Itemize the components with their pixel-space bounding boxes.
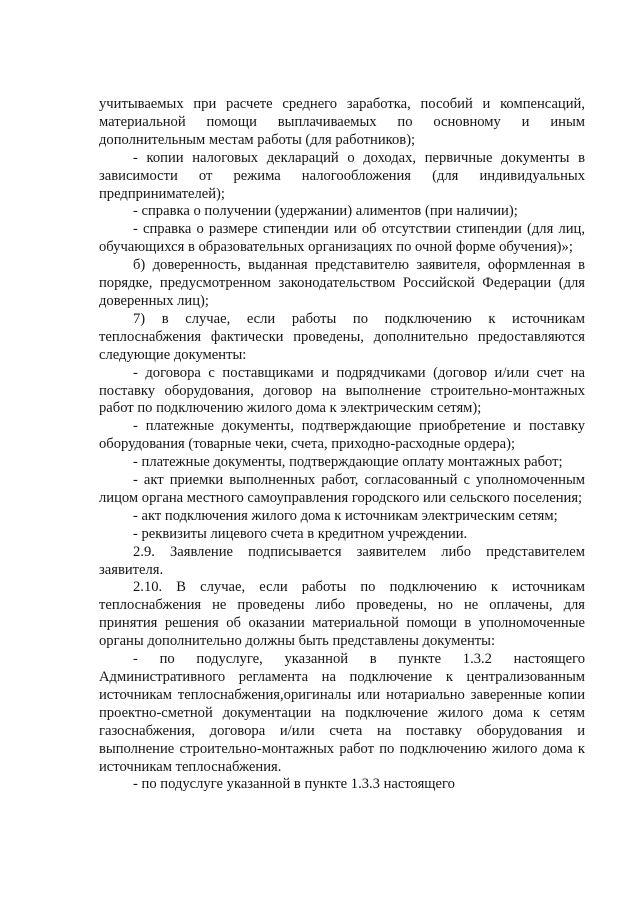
paragraph-subservice-1-3-3: - по подуслуге указанной в пункте 1.3.3 настоящего: [133, 776, 455, 793]
paragraph-payment-docs-installation: - платежные документы, подтверждающие оплату монтажных работ;: [133, 454, 563, 471]
paragraph-subservice-1-3-2: - по подуслуге, указанной в пункте 1.3.2 настоящего Административного регламента на подключение к централизованным источникам теплоснабжения,оригиналы или нотариально заверенные копии проектно-сметной документации на подключение жилого дома к сетям газоснабжения, договора и/или счета на поставку оборудования и выполнение строительно-монтажных работ по подключению жилого дома к источникам теплоснабжения.: [99, 651, 585, 775]
paragraph-income-records: учитываемых при расчете среднего заработка, пособий и компенсаций, материальной помощи выплачиваемых по основному и иным дополнительным местам работы (для работников);: [99, 96, 585, 148]
paragraph-payment-docs-equipment: - платежные документы, подтверждающие приобретение и поставку оборудования (товарные чеки, счета, приходно-расходные ордера);: [99, 418, 585, 453]
paragraph-bank-details: - реквизиты лицевого счета в кредитном учреждении.: [133, 525, 468, 542]
paragraph-power-of-attorney: б) доверенность, выданная представителю заявителя, оформленная в порядке, предусмотренном законодательством Российской Федерации (для доверенных лиц);: [99, 257, 585, 309]
paragraph-supplier-contracts: - договора с поставщиками и подрядчиками (договор и/или счет на поставку оборудования, договор на выполнение строительно-монтажных работ по подключению жилого дома к электрическим сетям);: [99, 364, 585, 417]
document-body: [99, 96, 585, 794]
paragraph-connection-act: - акт подключения жилого дома к источникам электрическим сетям;: [133, 507, 558, 524]
paragraph-tax-declarations: - копии налоговых деклараций о доходах, первичные документы в зависимости от режима налогообложения (для индивидуальных предпринимателей);: [99, 149, 585, 202]
paragraph-alimony-certificate: - справка о получении (удержании) алиментов (при наличии);: [133, 203, 518, 220]
paragraph-section-2-10: 2.10. В случае, если работы по подключению к источникам теплоснабжения не проведены либо проведены, но не оплачены, для принятия решения об оказании материальной помощи в уполномоченные органы дополнительно должны быть представлены документы:: [99, 579, 585, 650]
paragraph-section-2-9: 2.9. Заявление подписывается заявителем либо представителем заявителя.: [99, 543, 585, 578]
paragraph-item-7: 7) в случае, если работы по подключению к источникам теплоснабжения фактически проведены, дополнительно предоставляются следующие документы:: [99, 310, 585, 363]
paragraph-stipend-certificate: - справка о размере стипендии или об отсутствии стипендии (для лиц, обучающихся в образовательных организациях по очной форме обучения)»;: [99, 221, 585, 256]
paragraph-acceptance-act: - акт приемки выполненных работ, согласованный с уполномоченным лицом органа местного самоуправления городского или сельского поселения;: [99, 472, 585, 506]
